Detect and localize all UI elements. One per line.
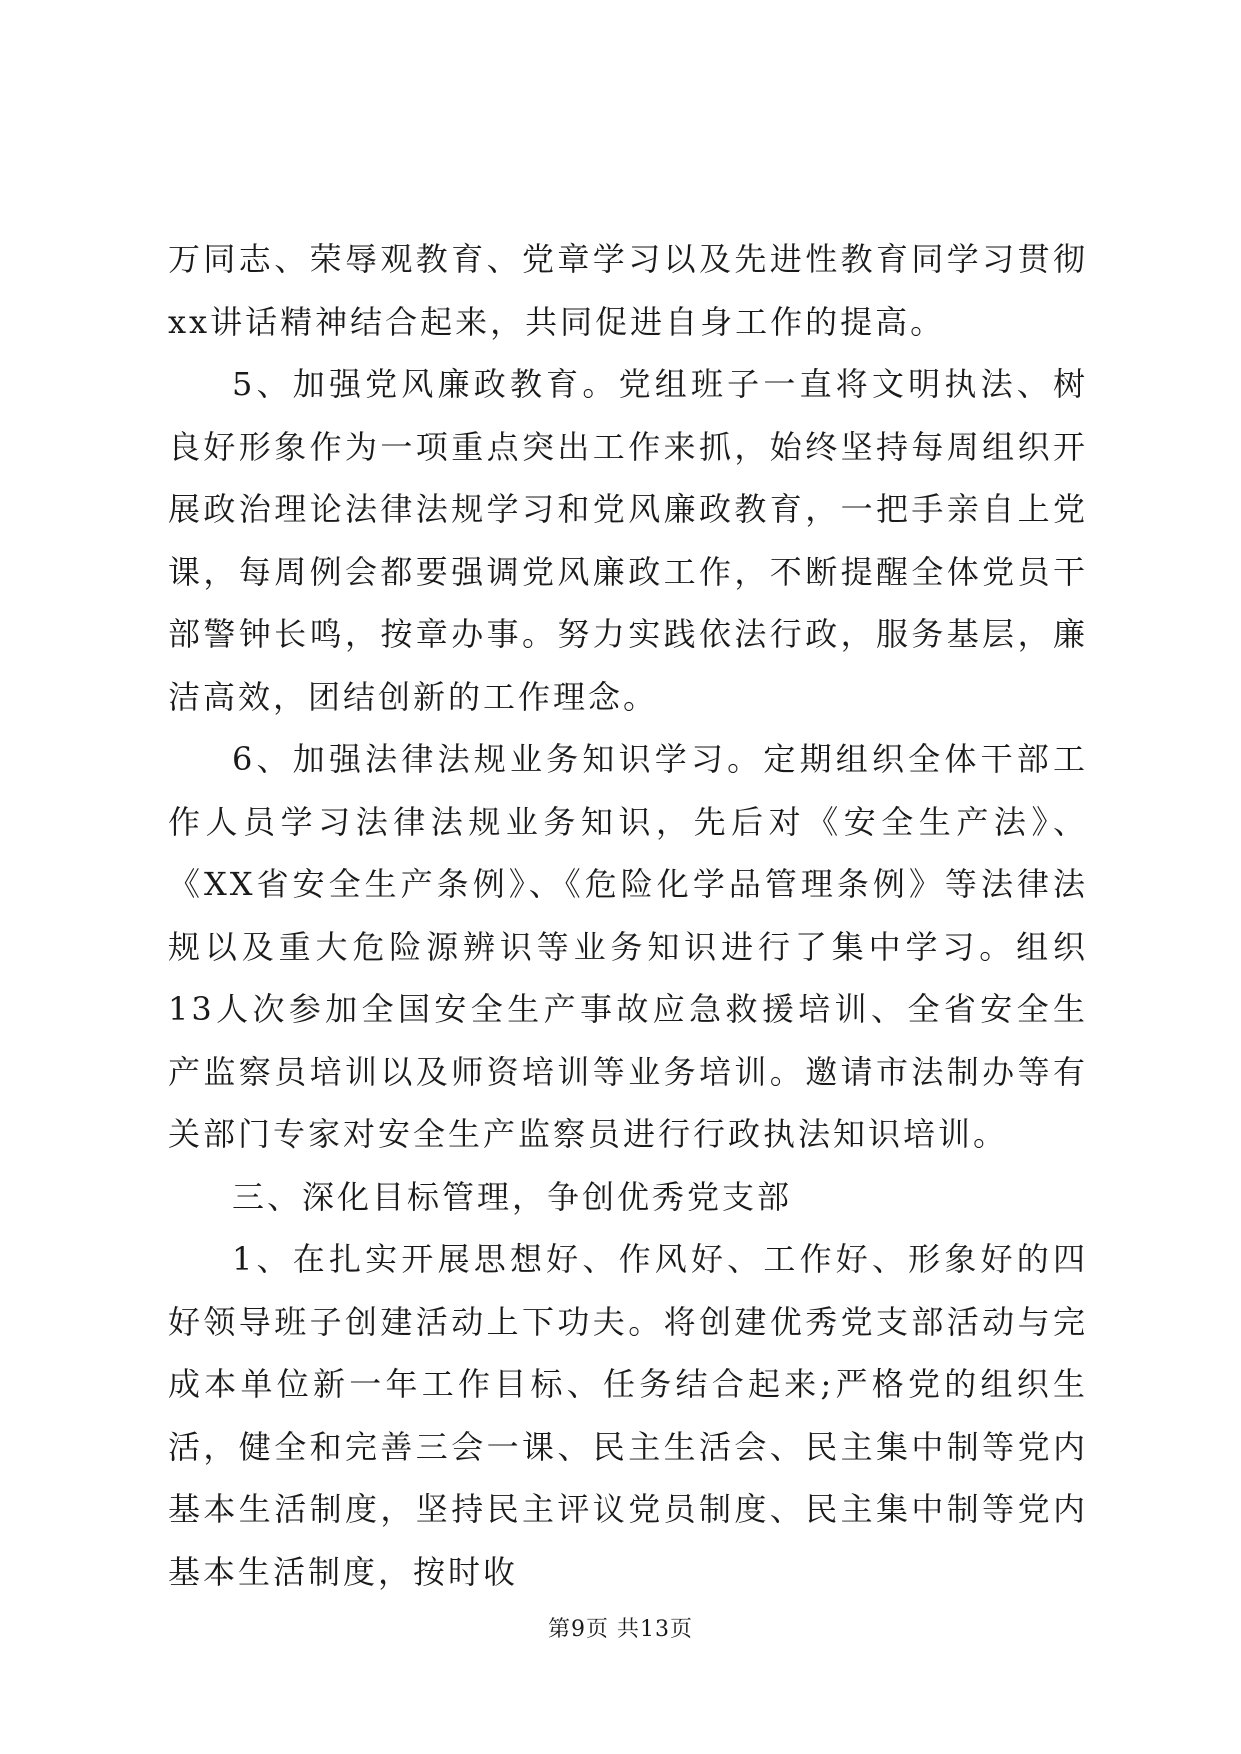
section-heading-3: 三、深化目标管理，争创优秀党支部 (232, 1177, 793, 1216)
paragraph-item-1: 1、在扎实开展思想好、作风好、工作好、形象好的四好领导班子创建活动上下功夫。将创建优秀党支部活动与完成本单位新一年工作目标、任务结合起来;严格党的组织生活，健全和完善三会一课、民主生活会、民主集中制等党内基本生活制度，坚持民主评议党员制度、民主集中制等党内基本生活制度，按时收 (168, 1240, 1088, 1591)
paragraph-continuation: 万同志、荣辱观教育、党章学习以及先进性教育同学习贯彻xx讲话精神结合起来，共同促进自身工作的提高。 (168, 240, 1088, 341)
page-number-footer: 第9页 共13页 (548, 1617, 693, 1642)
document-body (168, 228, 1088, 1603)
paragraph-item-6: 6、加强法律法规业务知识学习。定期组织全体干部工作人员学习法律法规业务知识，先后对《安全生产法》、《XX省安全生产条例》、《危险化学品管理条例》等法律法规以及重大危险源辨识等业务知识进行了集中学习。组织13人次参加全国安全生产事故应急救援培训、全省安全生产监察员培训以及师资培训等业务培训。邀请市法制办等有关部门专家对安全生产监察员进行行政执法知识培训。 (168, 740, 1088, 1153)
paragraph-item-5: 5、加强党风廉政教育。党组班子一直将文明执法、树良好形象作为一项重点突出工作来抓，始终坚持每周组织开展政治理论法律法规学习和党风廉政教育，一把手亲自上党课，每周例会都要强调党风廉政工作，不断提醒全体党员干部警钟长鸣，按章办事。努力实践依法行政，服务基层，廉洁高效，团结创新的工作理念。 (168, 365, 1088, 716)
